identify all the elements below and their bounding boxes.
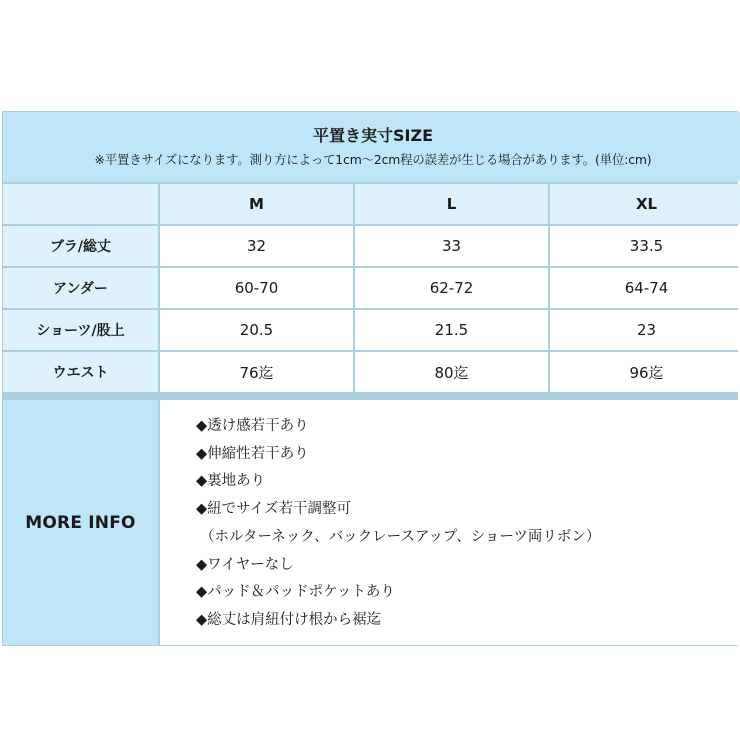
more-info-block — [3, 400, 737, 645]
corner-cell — [3, 184, 158, 224]
cell-bra-length-l: 33 — [355, 226, 548, 266]
row-label-waist: ウエスト — [3, 352, 158, 392]
column-header-m: M — [160, 184, 353, 224]
info-line-sheerness: ◆透け感若干あり — [196, 418, 309, 434]
cell-waist-l: 80迄 — [355, 352, 548, 392]
cell-under-m: 60-70 — [160, 268, 353, 308]
info-line-stretch: ◆伸縮性若干あり — [196, 445, 309, 462]
cell-bra-length-m: 32 — [160, 226, 353, 266]
cell-waist-xl: 96迄 — [550, 352, 740, 392]
info-line-length-note: ◆総丈は肩紐付け根から裾迄 — [196, 611, 382, 628]
info-line-lining: ◆裏地あり — [196, 473, 266, 490]
table-title: 平置き実寸SIZE — [312, 126, 433, 145]
row-label-shorts-rise: ショーツ/股上 — [3, 310, 158, 350]
info-line-adjustable-detail: （ホルターネック、バックレースアップ、ショーツ両リボン） — [200, 528, 601, 545]
size-table — [3, 112, 737, 392]
info-line-no-wire: ◆ワイヤーなし — [196, 556, 294, 573]
cell-bra-length-xl: 33.5 — [550, 226, 740, 266]
cell-under-l: 62-72 — [355, 268, 548, 308]
cell-shorts-rise-xl: 23 — [550, 310, 740, 350]
info-line-padding: ◆パッド＆パッドポケットあり — [196, 584, 395, 601]
row-label-bra-length: ブラ/総丈 — [3, 226, 158, 266]
cell-waist-m: 76迄 — [160, 352, 353, 392]
measurement-note: ※平置きサイズになります。測り方によって1cm〜2cm程の誤差が生じる場合があります。(単位:cm) — [94, 152, 652, 167]
column-header-xl: XL — [550, 184, 740, 224]
row-label-under: アンダー — [3, 268, 158, 308]
cell-shorts-rise-l: 21.5 — [355, 310, 548, 350]
info-line-adjustable: ◆紐でサイズ若干調整可 — [196, 501, 351, 518]
size-chart-sheet — [2, 111, 738, 646]
more-info-label: MORE INFO — [3, 400, 158, 645]
cell-shorts-rise-m: 20.5 — [160, 310, 353, 350]
table-header — [3, 112, 740, 182]
cell-under-xl: 64-74 — [550, 268, 740, 308]
column-header-l: L — [355, 184, 548, 224]
more-info-list — [160, 400, 740, 645]
